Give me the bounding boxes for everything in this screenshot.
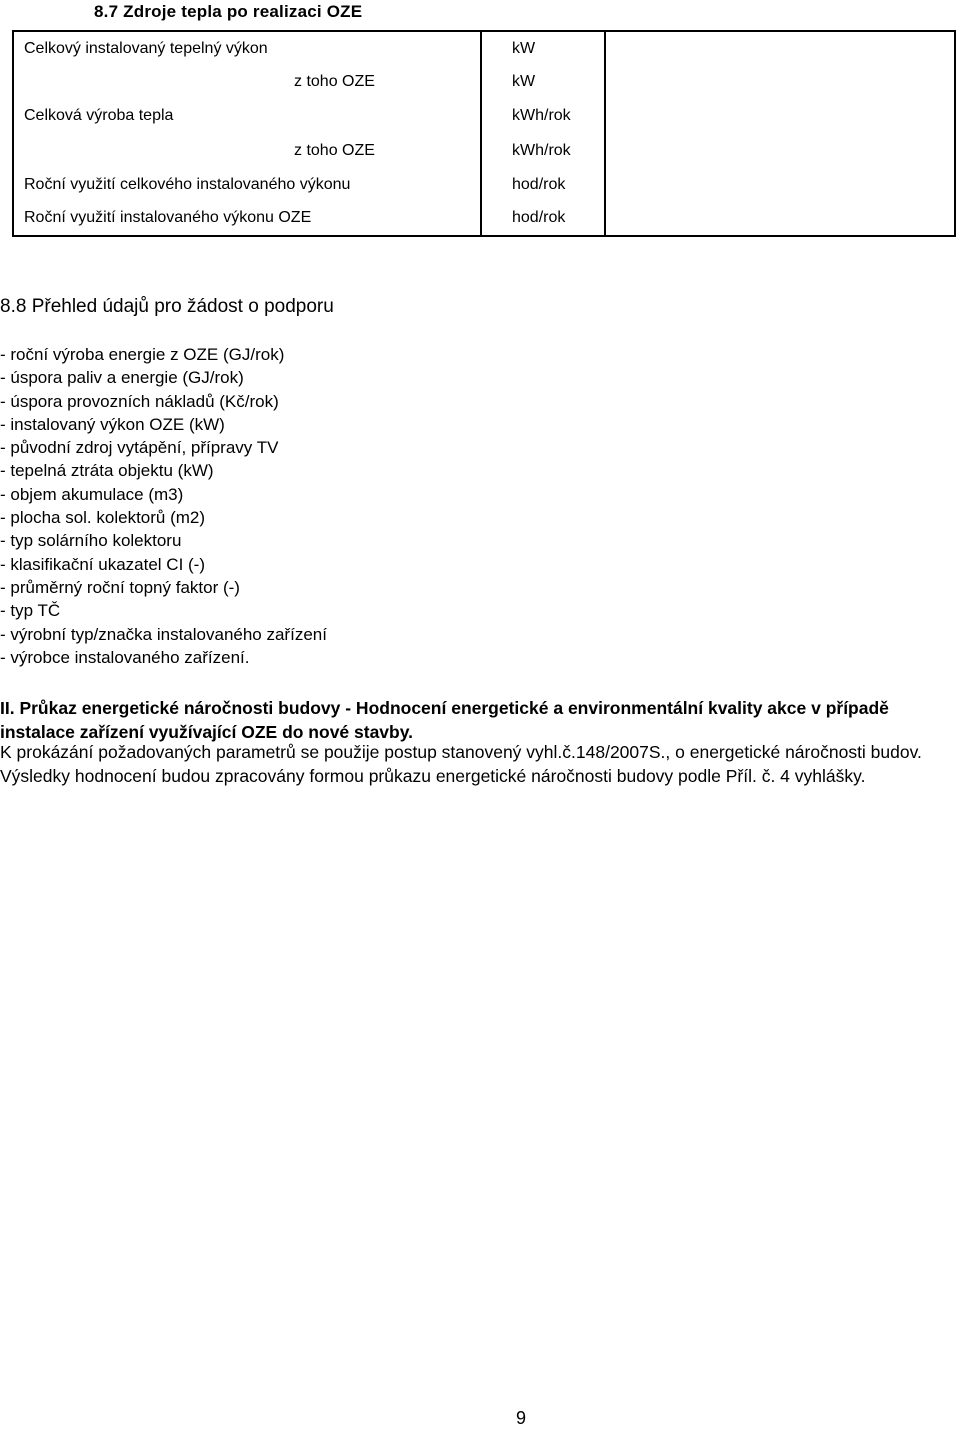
table-row <box>13 133 955 167</box>
list-item: - výrobní typ/značka instalovaného zařízení <box>0 624 327 644</box>
table-row <box>13 168 955 202</box>
row-label: Celkový instalovaný tepelný výkon <box>13 31 481 65</box>
list-item: - původní zdroj vytápění, přípravy TV <box>0 438 279 458</box>
part2-heading: II. Průkaz energetické náročnosti budovy - Hodnocení energetické a environmentální kvality akce v případě instalace zařízení využívající OZE do nové stavby. <box>0 698 889 742</box>
table-row <box>13 99 955 133</box>
list-item: - výrobce instalovaného zařízení. <box>0 647 250 667</box>
row-value-cell <box>605 99 955 133</box>
list-item: - instalovaný výkon OZE (kW) <box>0 414 225 434</box>
row-value-cell <box>605 168 955 202</box>
list-item: - objem akumulace (m3) <box>0 484 184 504</box>
list-item: - úspora provozních nákladů (Kč/rok) <box>0 391 279 411</box>
list-item: - typ TČ <box>0 601 61 621</box>
list-item: - typ solárního kolektoru <box>0 531 182 551</box>
row-unit: kW <box>481 31 605 65</box>
table-row <box>13 65 955 99</box>
row-unit: kW <box>481 65 605 99</box>
table-row <box>13 202 955 236</box>
list-item: - roční výroba energie z OZE (GJ/rok) <box>0 345 285 364</box>
row-unit: hod/rok <box>481 168 605 202</box>
page-number: 9 <box>516 1408 527 1428</box>
row-value-cell <box>605 31 955 65</box>
list-item: - úspora paliv a energie (GJ/rok) <box>0 368 244 388</box>
row-unit: hod/rok <box>481 202 605 236</box>
row-value-cell <box>605 133 955 167</box>
list-item: - plocha sol. kolektorů (m2) <box>0 508 206 528</box>
row-value-cell <box>605 65 955 99</box>
parameter-list <box>0 343 327 669</box>
part2-paragraph: K prokázání požadovaných parametrů se použije postup stanovený vyhl.č.148/2007S., o energetické náročnosti budov. Výsledky hodnocení budou zpracovány formou průkazu energetické náročnosti budovy podle Příl. č. 4 vyhlášky. <box>0 742 922 786</box>
section-heading: 8.8 Přehled údajů pro žádost o podporu <box>0 296 334 317</box>
heat-sources-table <box>12 30 956 237</box>
row-label: z toho OZE <box>13 133 481 167</box>
row-unit: kWh/rok <box>481 99 605 133</box>
list-item: - tepelná ztráta objektu (kW) <box>0 461 214 481</box>
list-item: - klasifikační ukazatel CI (-) <box>0 554 205 574</box>
table-row <box>13 31 955 65</box>
table-title: 8.7 Zdroje tepla po realizaci OZE <box>94 2 363 21</box>
row-label: z toho OZE <box>13 65 481 99</box>
list-item: - průměrný roční topný faktor (-) <box>0 577 240 597</box>
row-value-cell <box>605 202 955 236</box>
row-label: Roční využití instalovaného výkonu OZE <box>13 202 481 236</box>
row-label: Celková výroba tepla <box>13 99 481 133</box>
row-unit: kWh/rok <box>481 133 605 167</box>
row-label: Roční využití celkového instalovaného výkonu <box>13 168 481 202</box>
